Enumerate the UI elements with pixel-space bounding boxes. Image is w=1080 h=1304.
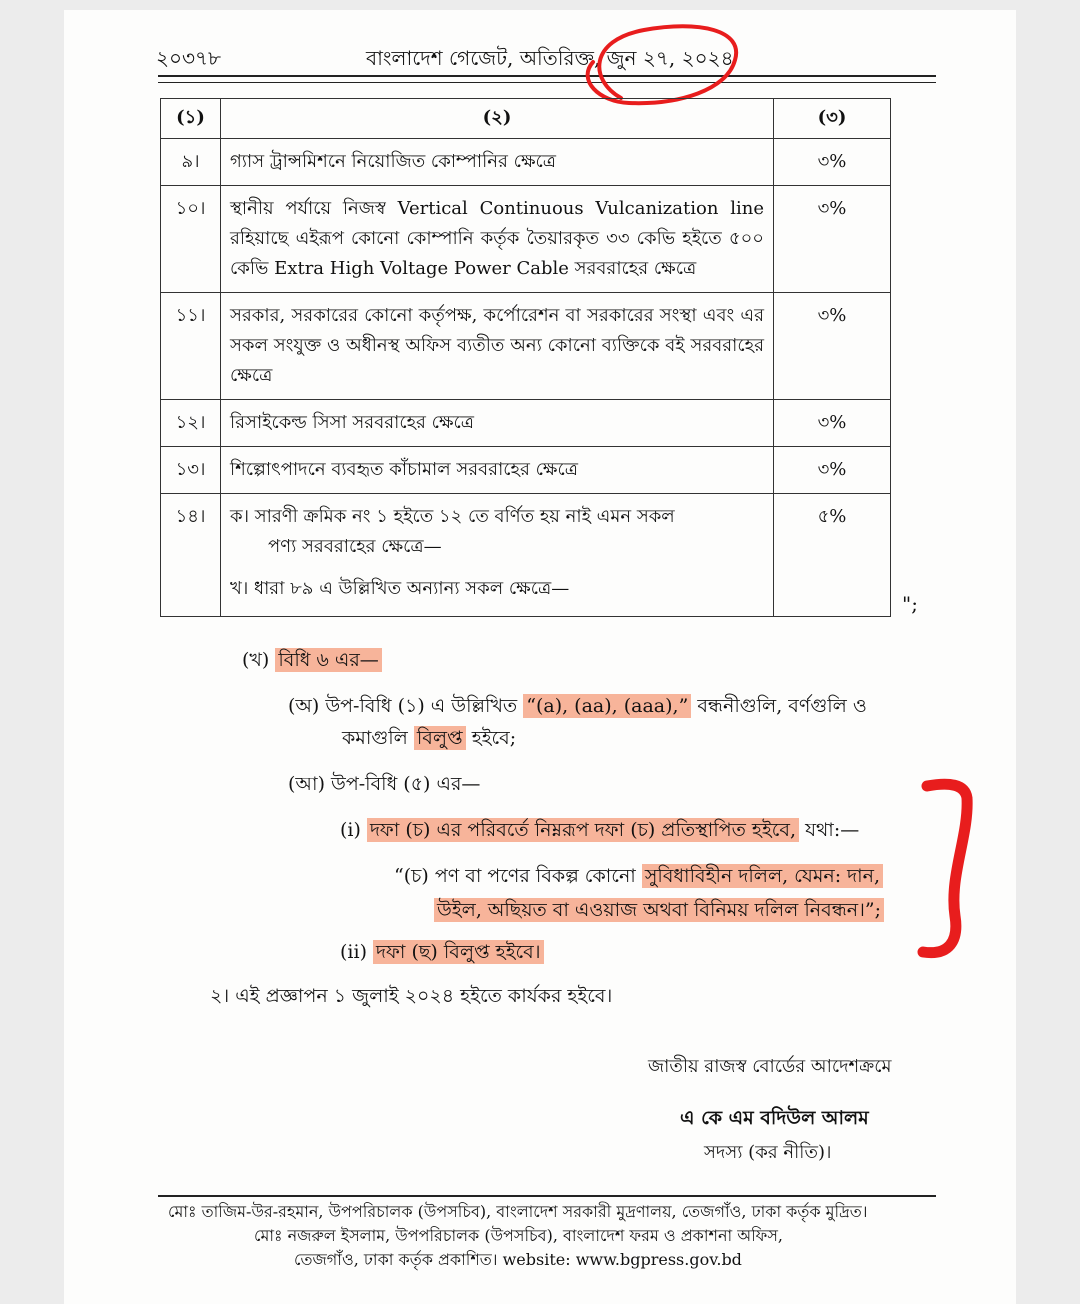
header-rule	[158, 75, 936, 77]
highlighted-text: বিলুপ্ত	[414, 726, 466, 750]
row-rate: ৩%	[774, 447, 891, 494]
row-description: গ্যাস ট্রান্সমিশনে নিয়োজিত কোম্পানির ক্ষেত্রে	[221, 139, 774, 186]
gazette-header-title: বাংলাদেশ গেজেট, অতিরিক্ত, জুন ২৭, ২০২৪	[366, 46, 734, 70]
row-description: শিল্পোৎপাদনে ব্যবহৃত কাঁচামাল সরবরাহের ক্ষেত্রে	[221, 447, 774, 494]
clause-i	[340, 816, 859, 844]
clause-label: (ii)	[340, 941, 367, 963]
highlighted-text: উইল, অছিয়ত বা এওয়াজ অথবা বিনিময় দলিল নিবন্ধন।”;	[434, 898, 884, 922]
row-number: ১০।	[161, 186, 221, 293]
clause-text: হইবে;	[471, 727, 517, 749]
clause-text: কমাগুলি	[342, 727, 408, 749]
column-header: (২)	[221, 99, 774, 139]
row-number: ১৩।	[161, 447, 221, 494]
clause-text: যথা:—	[805, 819, 860, 841]
table-row	[161, 186, 891, 293]
highlighted-text: বিধি ৬ এর—	[275, 648, 381, 672]
clause-label: (অ)	[288, 695, 320, 717]
row-description: সরকার, সরকারের কোনো কর্তৃপক্ষ, কর্পোরেশন বা সরকারের সংস্থা এবং এর সকল সংযুক্ত ও অধীনস্থ অফিস ব্যতীত অন্য কোনো ব্যক্তিকে বই সরবরাহের ক্ষেত্রে	[221, 293, 774, 400]
row-rate: ৩%	[774, 293, 891, 400]
red-bracket-annotation	[909, 776, 979, 966]
column-header: (১)	[161, 99, 221, 139]
quoted-clause-continued	[434, 896, 884, 924]
clause-label: (i)	[340, 819, 361, 841]
clause-text: উপ-বিধি (১) এ উল্লিখিত	[325, 695, 518, 717]
row-number: ১১।	[161, 293, 221, 400]
row-description: রিসাইকেল্ড সিসা সরবরাহের ক্ষেত্রে	[221, 400, 774, 447]
table-row	[161, 494, 891, 617]
row-number: ১২।	[161, 400, 221, 447]
footer-address-line: তেজগাঁও, ঢাকা কর্তৃক প্রকাশিত। website: www.bgpress.gov.bd	[294, 1250, 742, 1269]
highlighted-text: সুবিধাবিহীন দলিল, যেমন: দান,	[642, 864, 883, 888]
row-number: ৯।	[161, 139, 221, 186]
table-row	[161, 400, 891, 447]
sub-item-ka-continued: পণ্য সরবরাহের ক্ষেত্রে—	[268, 536, 442, 557]
gazette-page	[64, 10, 1016, 1304]
clause-text: “(চ) পণ বা পণের বিকল্প কোনো	[394, 865, 636, 887]
sub-item-ka: ক। সারণী ক্রমিক নং ১ হইতে ১২ তে বর্ণিত হয় নাই এমন সকল	[230, 506, 675, 527]
clause-kha	[242, 646, 382, 674]
row-number: ১৪।	[161, 494, 221, 617]
footer-rule	[158, 1195, 936, 1197]
footer-printer-line: মোঃ তাজিম-উর-রহমান, উপপরিচালক (উপসচিব), বাংলাদেশ সরকারী মুদ্রণালয়, তেজগাঁও, ঢাকা কর্তৃক মুদ্রিত।	[168, 1202, 868, 1221]
header-rule-thin	[158, 82, 936, 83]
clause-a-continued	[342, 724, 516, 752]
rate-table	[160, 98, 891, 617]
signatory-name: এ কে এম বদিউল আলম	[680, 1107, 869, 1129]
row-description	[221, 494, 774, 617]
table-row	[161, 447, 891, 494]
clause-label: (খ)	[242, 649, 270, 671]
table-header-row	[161, 99, 891, 139]
row-rate: ৩%	[774, 139, 891, 186]
signature-order: জাতীয় রাজস্ব বোর্ডের আদেশক্রমে	[648, 1056, 892, 1077]
row-rate: ৫%	[774, 494, 891, 617]
row-rate: ৩%	[774, 400, 891, 447]
highlighted-text: “(a), (aa), (aaa),”	[523, 694, 691, 718]
clause-aa	[288, 770, 480, 798]
page-number: ২০৩৭৮	[156, 46, 221, 70]
table-row	[161, 139, 891, 186]
closing-quote: ";	[902, 592, 918, 616]
clause-text: বন্ধনীগুলি, বর্ণগুলি ও	[697, 695, 867, 717]
sub-item-kha: খ। ধারা ৮৯ এ উল্লিখিত অন্যান্য সকল ক্ষেত্রে—	[230, 578, 570, 599]
row-description: স্থানীয় পর্যায়ে নিজস্ব Vertical Continuous Vulcanization line রহিয়াছে এইরূপ কোনো কোম্পানি কর্তৃক তৈয়ারকৃত ৩৩ কেভি হইতে ৫০০ কেভি Extra High Voltage Power Cable সরবরাহের ক্ষেত্রে	[221, 186, 774, 293]
clause-text: উপ-বিধি (৫) এর—	[331, 773, 481, 795]
clause-label: (আ)	[288, 773, 325, 795]
signatory-designation: সদস্য (কর নীতি)।	[704, 1142, 832, 1163]
column-header: (৩)	[774, 99, 891, 139]
quoted-clause	[394, 862, 883, 890]
row-rate: ৩%	[774, 186, 891, 293]
effective-date-clause: ২। এই প্রজ্ঞাপন ১ জুলাই ২০২৪ হইতে কার্যকর হইবে।	[210, 985, 613, 1007]
highlighted-text: দফা (চ) এর পরিবর্তে নিম্নরূপ দফা (চ) প্রতিস্থাপিত হইবে,	[367, 818, 799, 842]
clause-a	[288, 692, 867, 720]
footer-publisher-line: মোঃ নজরুল ইসলাম, উপপরিচালক (উপসচিব), বাংলাদেশ ফরম ও প্রকাশনা অফিস,	[254, 1226, 784, 1245]
table-row	[161, 293, 891, 400]
clause-ii	[340, 938, 544, 966]
highlighted-text: দফা (ছ) বিলুপ্ত হইবে।	[373, 940, 544, 964]
